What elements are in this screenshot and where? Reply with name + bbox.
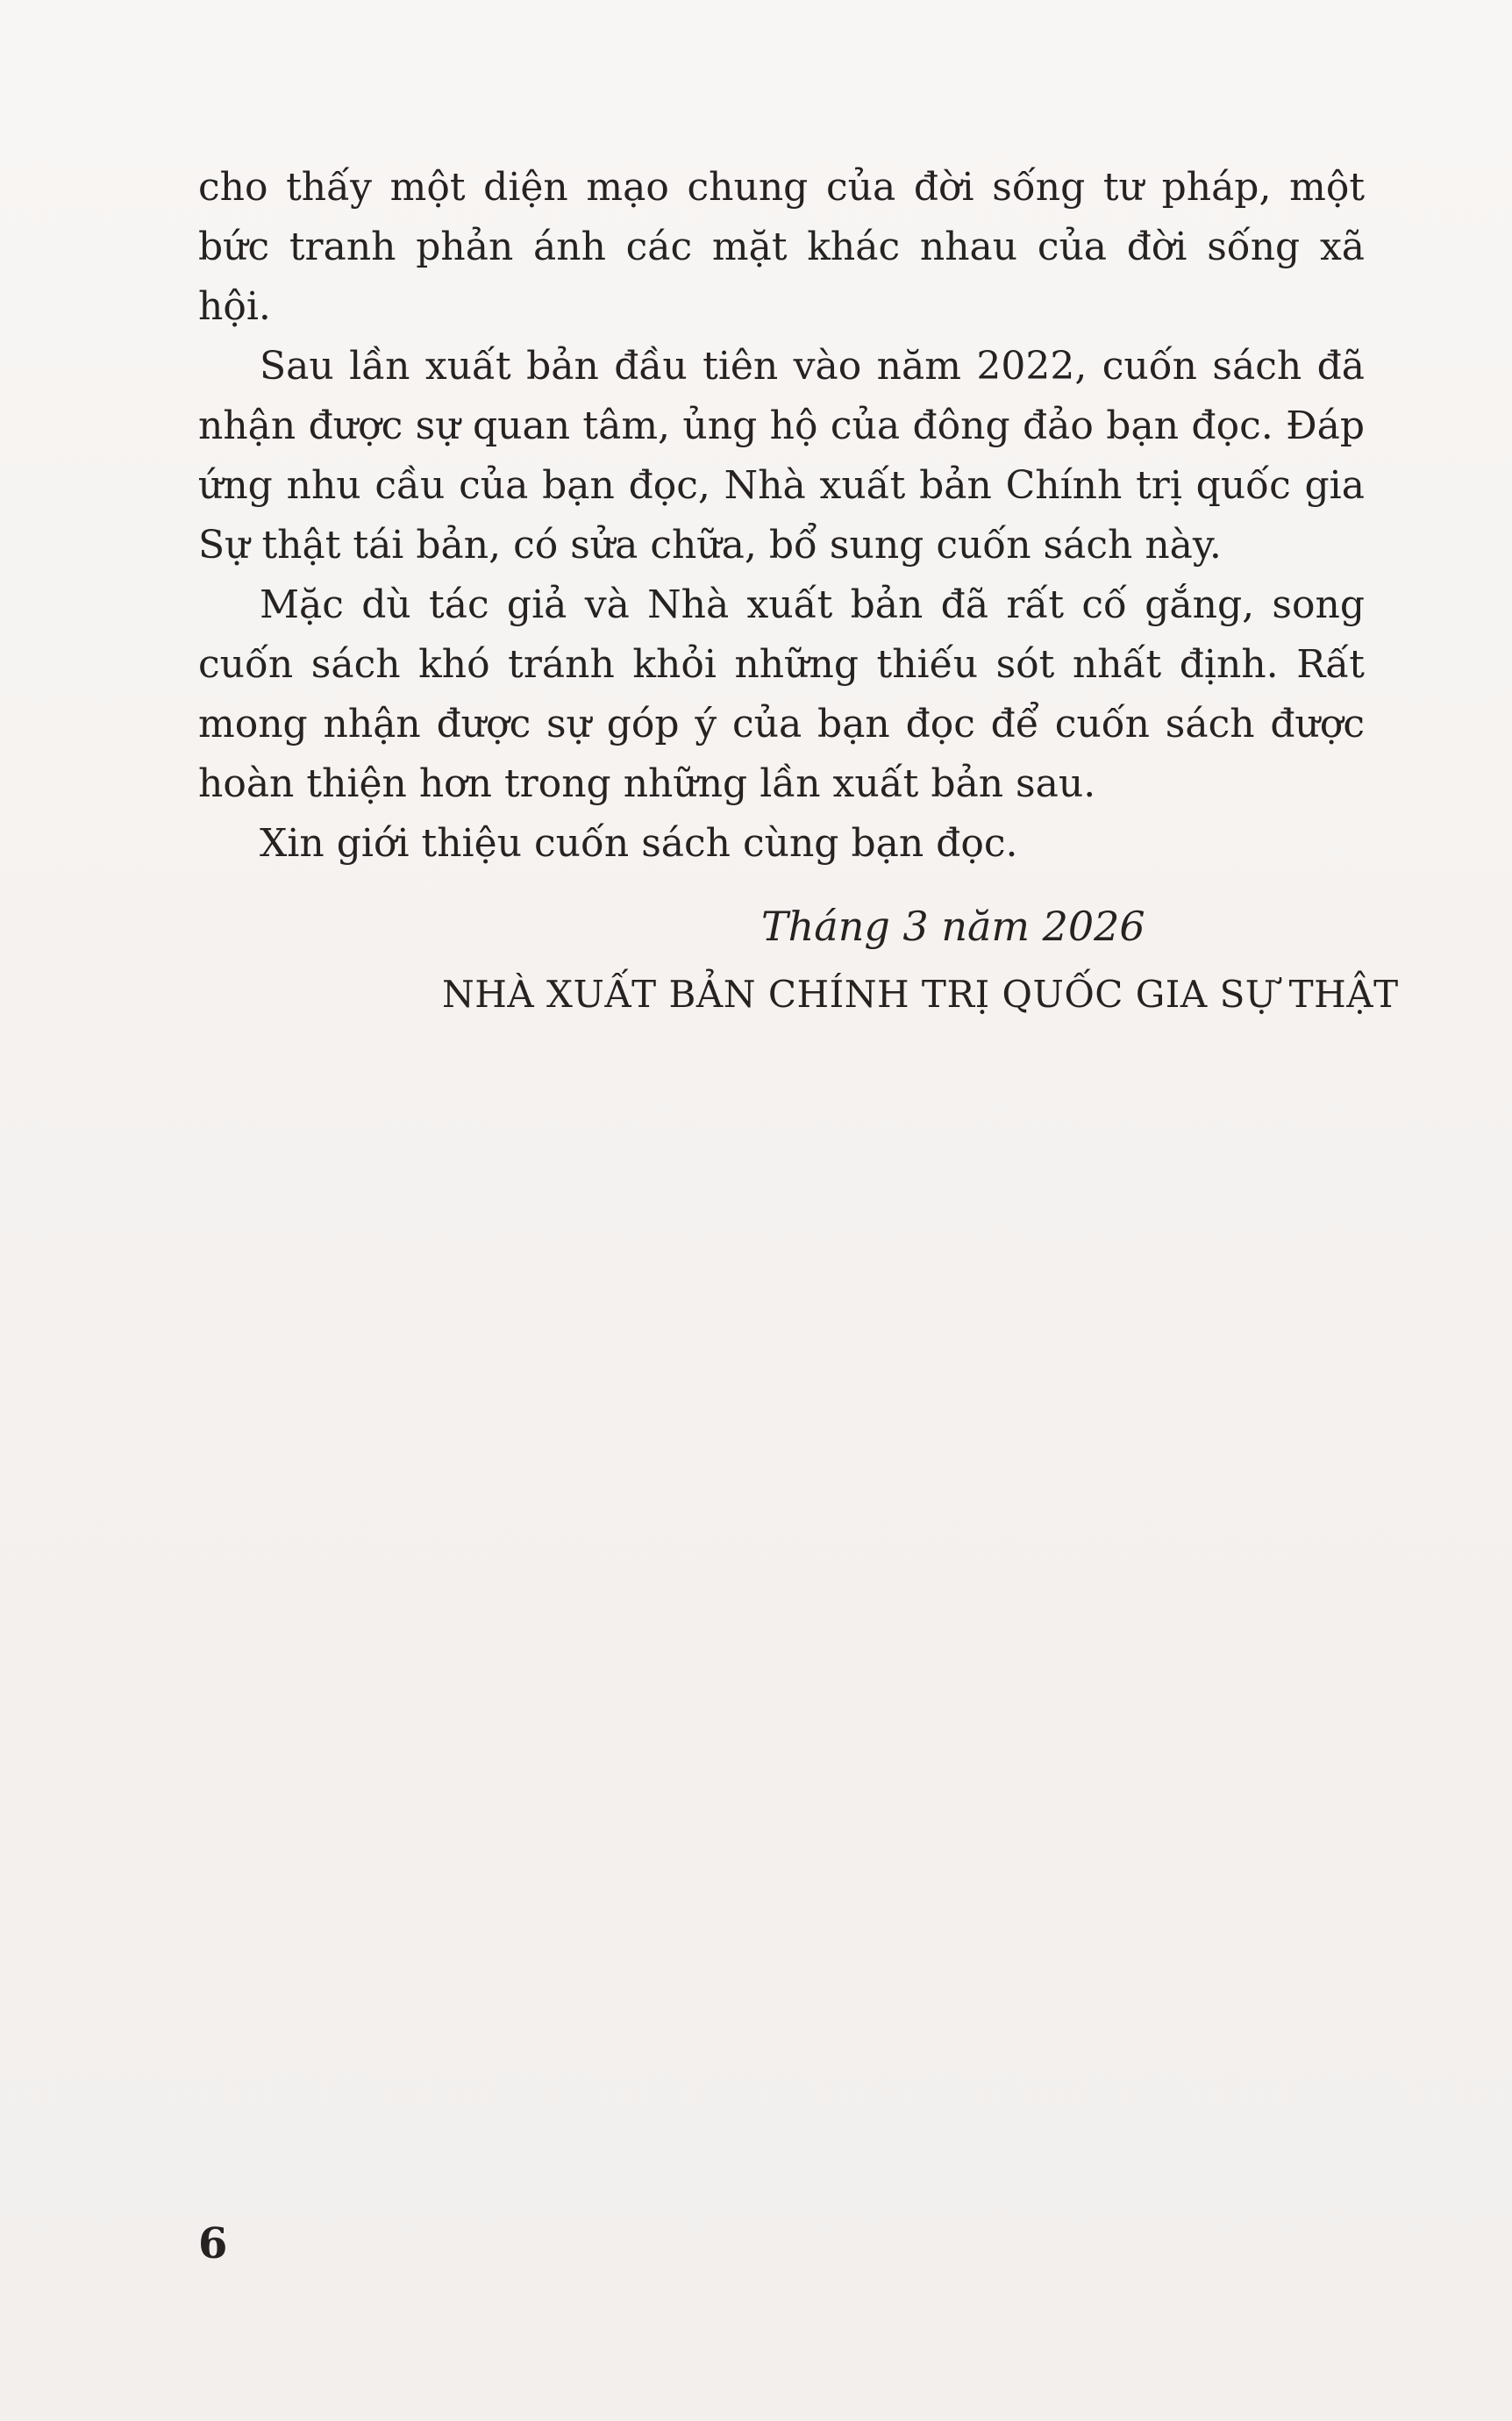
main-text: [198, 158, 1399, 1025]
body-paragraph-2: Sau lần xuất bản đầu tiên vào năm 2022, cuốn sách đã nhận được sự quan tâm, ủng hộ của đông đảo bạn đọc. Đáp ứng nhu cầu của bạn đọc, Nhà xuất bản Chính trị quốc gia Sự thật tái bản, có sửa chữa, bổ sung cuốn sách này.: [198, 344, 1365, 568]
body-paragraph-3: Mặc dù tác giả và Nhà xuất bản đã rất cố gắng, song cuốn sách khó tránh khỏi những thiếu sót nhất định. Rất mong nhận được sự góp ý của bạn đọc để cuốn sách được hoàn thiện hơn trong những lần xuất bản sau.: [198, 582, 1365, 806]
signature-date: Tháng 3 năm 2026: [761, 903, 1145, 950]
signature-publisher: NHÀ XUẤT BẢN CHÍNH TRỊ QUỐC GIA SỰ THẬT: [442, 973, 1399, 1016]
body-paragraph-1: cho thấy một diện mạo chung của đời sống tư pháp, một bức tranh phản ánh các mặt khác nhau của đời sống xã hội.: [198, 165, 1365, 329]
page-number: 6: [198, 2219, 228, 2268]
body-paragraph-4: Xin giới thiệu cuốn sách cùng bạn đọc.: [260, 821, 1018, 866]
